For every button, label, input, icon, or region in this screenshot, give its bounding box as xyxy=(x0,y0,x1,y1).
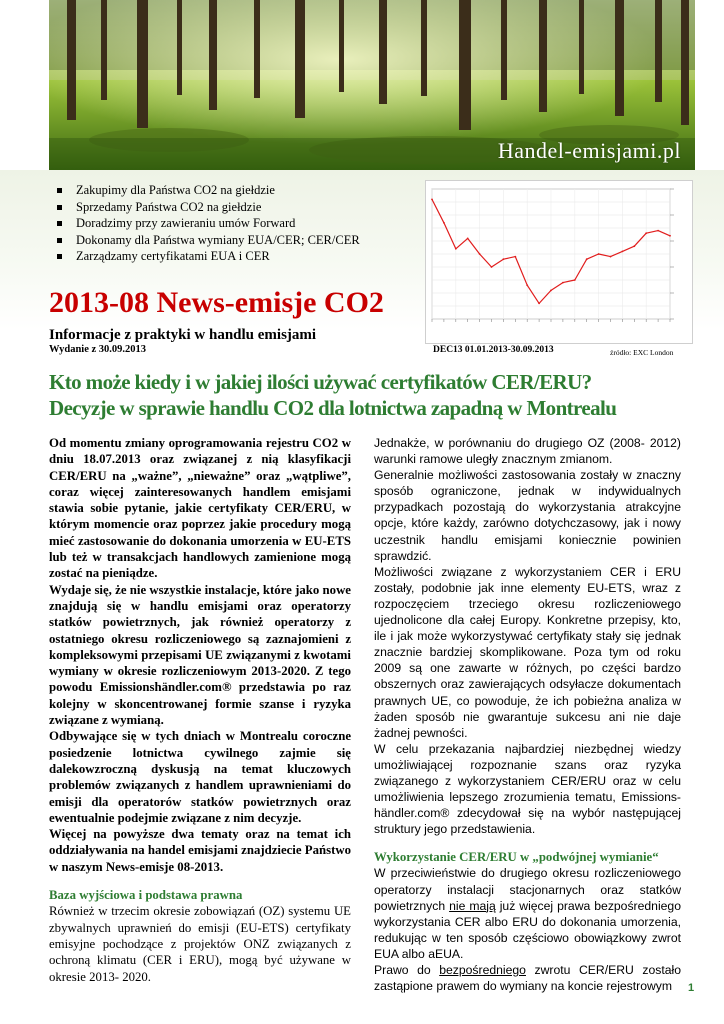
paragraph: Więcej na powyższe dwa tematy oraz na temat ich oddziaływania na handel emisjami znajdziecie Państwo w naszym News-emisje 08-2013. xyxy=(49,827,351,874)
newsletter-title: 2013-08 News-emisje CO2 xyxy=(49,286,384,319)
data-point xyxy=(562,282,564,284)
list-item: Dokonamy dla Państwa wymiany EUA/CER; CER/CER xyxy=(52,232,360,249)
data-point xyxy=(586,258,588,260)
site-name: Handel-emisjami.pl xyxy=(497,138,681,163)
data-point xyxy=(669,235,671,237)
data-point xyxy=(550,290,552,292)
data-point xyxy=(479,253,481,255)
paragraph: Możliwości związane z wykorzystaniem CER i ERU zostały, podobnie jak inne elementy EU-ETS, wraz z rozpoczęciem trzeciego okresu rozliczeniowego ujednolicone dla całej Europy. Konkretne przepisy, kto, ile i jak może wykorzystywać certyfikaty stały się jednak znacznie bardziej skomplikowane. Poza tym od roku 2009 są one zawarte w różnych, po części bardzo obszernych oraz zawierających odsyłacze dokumentach prawnych UE, co powoduje, że ich pobieżna analiza w żaden sposób nie gwarantuje sukcesu ani nie daje żadnej pewności. xyxy=(374,564,681,740)
paragraph: Generalnie możliwości zastosowania zostały w znaczny sposób ograniczone, jednak w indywidualnych przypadkach pozostają do wykorzystania atrakcyjne opcje, które każdy, zarówno dotychczasowy, jak i nowy uczestnik handlu emisjami koniecznie powinien sprawdzić. xyxy=(374,468,681,563)
paragraph: Jednakże, w porównaniu do drugiego OZ (2008- 2012) warunki ramowe uległy znacznym zmianom. xyxy=(374,436,681,467)
underlined-text: bezpośredniego xyxy=(439,963,526,977)
forest-banner xyxy=(49,0,695,170)
data-point xyxy=(622,251,624,253)
data-point xyxy=(455,248,457,250)
underlined-text: nie mają xyxy=(449,898,496,913)
list-item: Sprzedamy Państwa CO2 na giełdzie xyxy=(52,199,360,216)
list-item: Zakupimy dla Państwa CO2 na giełdzie xyxy=(52,182,360,199)
paragraph: Również w trzecim okresie zobowiązań (OZ) systemu UE zbywalnych uprawnień do emisji (EU-ETS) certyfikaty emisyjne pochodzące z projektów ONZ związanych z ochroną klimatu (CER i ERU), mogą być używane w okresie 2013- 2020. xyxy=(49,904,351,984)
price-chart xyxy=(425,180,693,344)
data-point xyxy=(574,279,576,281)
paragraph: Wydaje się, że nie wszystkie instalacje, które jako nowe znajdują się w handlu emisjami oraz operatorzy statków powietrznych, jak również operatorzy z ostatniego okresu rozliczeniowego są zaznajomieni z kompleksowymi przepisami UE związanymi z kwotami wymiany w okresie rozliczeniowym 2013-2020. Z tego powodu Emissionshändler.com® przedstawia po raz kolejny w skoncentrowanej formie szanse i ryzyka związane z wymianą. xyxy=(49,582,351,728)
right-column xyxy=(374,435,681,994)
chart-caption: DEC13 01.01.2013-30.09.2013 xyxy=(433,345,554,355)
section-heading: Wykorzystanie CER/ERU w „podwójnej wymianie“ xyxy=(374,850,659,865)
text-span: zwrotu CER/ERU zostało zastąpione prawem do wymiany na koncie rejestrowym xyxy=(374,963,681,994)
data-point xyxy=(503,258,505,260)
list-item: Doradzimy przy zawieraniu umów Forward xyxy=(52,215,360,232)
newsletter-subtitle: Informacje z praktyki w handlu emisjami xyxy=(49,327,317,343)
headline-1: Kto może kiedy i w jakiej ilości używać certyfikatów CER/ERU? xyxy=(49,370,592,394)
left-column xyxy=(49,435,351,985)
data-point xyxy=(610,256,612,258)
paragraph: W celu przekazania najbardziej niezbędnej wiedzy umożliwiającej rozpoznanie szans oraz ryzyka związanego z wykorzystaniem CER/ERU oraz w celu umożliwienia lepszego zrozumienia tematu, Emissions-händler.com® zdecydował się na wybór następującej struktury jego przedstawienia. xyxy=(374,741,681,837)
chart-source: źródło: EXC London xyxy=(610,348,674,357)
data-point xyxy=(598,253,600,255)
data-point xyxy=(431,199,433,201)
paragraph xyxy=(374,865,681,962)
paragraph: Odbywające się w tych dniach w Montrealu coroczne posiedzenie lotnictwa cywilnego zajmie się dalekowzroczną dyskusją na temat kluczowych problemów związanych z handlem uprawnieniami do emisji dla operatorów statków powietrznych oraz ewentualnie podejmie związane z nim decyzje. xyxy=(49,729,351,825)
text-span: W przeciwieństwie do drugiego okresu rozliczeniowego operatorzy instalacji stacjonarnych oraz statków powietrznych xyxy=(374,866,681,913)
headline-2: Decyzje w sprawie handlu CO2 dla lotnictwa zapadną w Montrealu xyxy=(49,396,617,420)
data-point xyxy=(491,266,493,268)
data-point xyxy=(633,245,635,247)
paragraph: Od momentu zmiany oprogramowania rejestru CO2 w dniu 18.07.2013 oraz związanej z nią klasyfikacji CER/ERU na „ważne”, „nieważne” oraz „wątpliwe”, coraz więcej zainteresowanych handlem emisjami stawia sobie pytanie, jakie certyfikaty CER/ERU, w którym momencie oraz poprzez jakie procedury mogą mieć zastosowanie do dokonania umorzenia w EU-ETS lub też w transakcjach handlowych zamienione mogą zostać na pieniądze. xyxy=(49,436,351,581)
text-span: Prawo do xyxy=(374,963,440,977)
data-point xyxy=(538,303,540,305)
data-point xyxy=(443,222,445,224)
paragraph xyxy=(374,962,681,994)
data-point xyxy=(467,238,469,240)
page-number: 1 xyxy=(688,982,695,994)
services-list xyxy=(52,182,360,265)
edition-date: Wydanie z 30.09.2013 xyxy=(49,344,147,355)
data-point xyxy=(657,230,659,232)
data-point xyxy=(514,256,516,258)
list-item: Zarządzamy certyfikatami EUA i CER xyxy=(52,248,360,265)
price-chart-svg xyxy=(426,181,692,343)
section-heading: Baza wyjściowa i podstawa prawna xyxy=(49,888,243,903)
data-point xyxy=(526,284,528,286)
text-span: już więcej prawa bezpośredniego wykorzystania CER albo ERU do dokonania umorzenia, redukując w ten sposób częściowo obowiązkowy zwrot EUA albo aEUA. xyxy=(374,898,681,961)
data-point xyxy=(645,232,647,234)
